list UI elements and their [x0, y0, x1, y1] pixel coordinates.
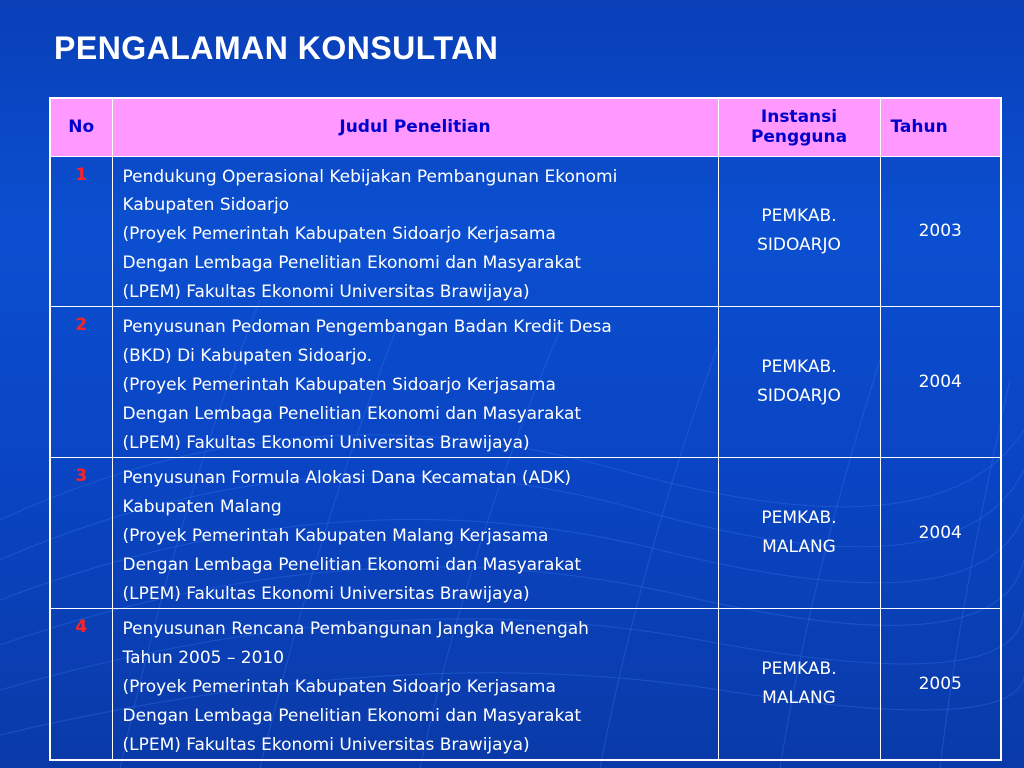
- title-line: Tahun 2005 – 2010: [122, 648, 285, 669]
- year: 2004: [880, 458, 1001, 609]
- header-instansi-line: Instansi: [760, 107, 838, 128]
- title-line: (LPEM) Fakultas Ekonomi Universitas Brawijaya): [122, 734, 530, 755]
- title-line: (BKD) Di Kabupaten Sidoarjo.: [122, 346, 372, 367]
- title-line: (Proyek Pemerintah Kabupaten Sidoarjo Kerjasama: [122, 375, 556, 396]
- year: 2004: [880, 307, 1001, 458]
- title-line: (Proyek Pemerintah Kabupaten Sidoarjo Kerjasama: [122, 677, 556, 698]
- title-line: (LPEM) Fakultas Ekonomi Universitas Brawijaya): [122, 583, 530, 604]
- title-line: (Proyek Pemerintah Kabupaten Malang Kerjasama: [122, 526, 549, 547]
- header-no: No: [50, 98, 112, 156]
- table-row: [50, 307, 1001, 458]
- title-line: Kabupaten Sidoarjo: [122, 195, 290, 216]
- row-number: 1: [50, 156, 112, 307]
- consultant-experience-table: [49, 97, 1002, 761]
- header-pengguna-line: Pengguna: [750, 127, 848, 148]
- table-row: [50, 458, 1001, 609]
- user-agency: [718, 307, 880, 458]
- year: 2003: [880, 156, 1001, 307]
- agency-line: SIDOARJO: [757, 235, 841, 256]
- header-instansi-pengguna: [718, 98, 880, 156]
- agency-line: MALANG: [762, 688, 836, 709]
- agency-line: PEMKAB.: [761, 357, 837, 378]
- title-line: Dengan Lembaga Penelitian Ekonomi dan Masyarakat: [122, 705, 582, 726]
- agency-line: PEMKAB.: [761, 508, 837, 529]
- table-row: [50, 156, 1001, 307]
- row-number: 4: [50, 609, 112, 760]
- title-line: Penyusunan Pedoman Pengembangan Badan Kredit Desa: [122, 317, 612, 338]
- title-line: (Proyek Pemerintah Kabupaten Sidoarjo Kerjasama: [122, 224, 556, 245]
- user-agency: [718, 458, 880, 609]
- title-line: Dengan Lembaga Penelitian Ekonomi dan Masyarakat: [122, 554, 582, 575]
- title-line: (LPEM) Fakultas Ekonomi Universitas Brawijaya): [122, 432, 530, 453]
- research-title: [112, 307, 718, 458]
- agency-line: PEMKAB.: [761, 206, 837, 227]
- header-tahun: Tahun: [880, 98, 1001, 156]
- header-judul-penelitian: Judul Penelitian: [112, 98, 718, 156]
- title-line: (LPEM) Fakultas Ekonomi Universitas Brawijaya): [122, 281, 530, 302]
- research-title: [112, 156, 718, 307]
- agency-line: SIDOARJO: [757, 386, 841, 407]
- row-number: 2: [50, 307, 112, 458]
- agency-line: PEMKAB.: [761, 659, 837, 680]
- title-line: Dengan Lembaga Penelitian Ekonomi dan Masyarakat: [122, 252, 582, 273]
- research-title: [112, 458, 718, 609]
- table-row: [50, 609, 1001, 760]
- title-line: Penyusunan Rencana Pembangunan Jangka Menengah: [122, 619, 589, 640]
- table-header-row: [50, 98, 1001, 156]
- user-agency: [718, 156, 880, 307]
- row-number: 3: [50, 458, 112, 609]
- title-line: Kabupaten Malang: [122, 497, 282, 518]
- title-line: Penyusunan Formula Alokasi Dana Kecamatan (ADK): [122, 468, 572, 489]
- research-title: [112, 609, 718, 760]
- user-agency: [718, 609, 880, 760]
- title-line: Dengan Lembaga Penelitian Ekonomi dan Masyarakat: [122, 403, 582, 424]
- year: 2005: [880, 609, 1001, 760]
- title-line: Pendukung Operasional Kebijakan Pembangunan Ekonomi: [122, 166, 618, 187]
- agency-line: MALANG: [762, 537, 836, 558]
- slide-title: PENGALAMAN KONSULTAN: [54, 30, 499, 66]
